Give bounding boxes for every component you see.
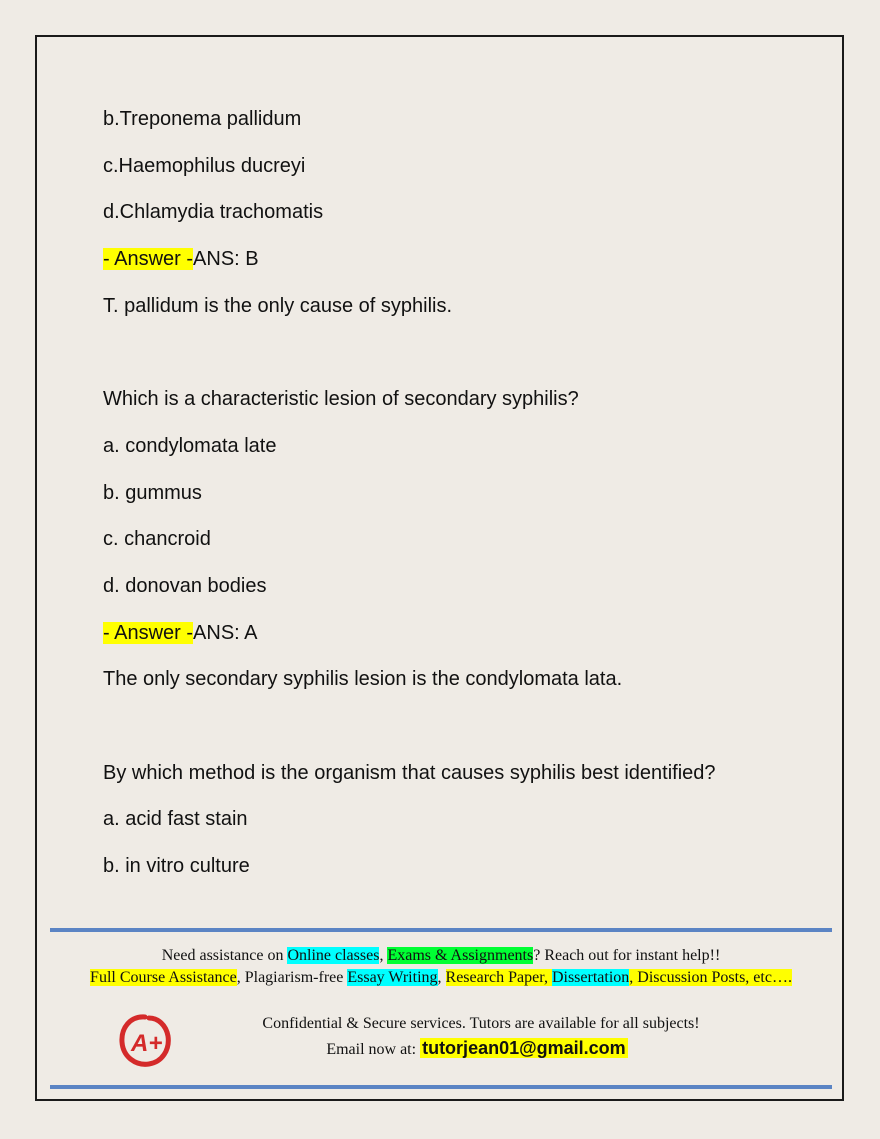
q1-option-d: d.Chlamydia trachomatis xyxy=(103,201,324,223)
footer-text: , Plagiarism-free xyxy=(236,969,348,986)
page-border xyxy=(35,35,844,1101)
email-link[interactable]: tutorjean01@gmail.com xyxy=(422,1038,626,1058)
logo-text: A+ xyxy=(131,1030,163,1057)
online-classes-highlight: Online classes xyxy=(287,947,380,964)
answer-value: ANS: B xyxy=(193,248,259,270)
q2-stem: Which is a characteristic lesion of secondary syphilis? xyxy=(103,388,579,410)
footer-line-1 xyxy=(50,945,832,967)
full-course-highlight: Full Course Assistance xyxy=(90,969,237,986)
q1-rationale: T. pallidum is the only cause of syphilis. xyxy=(103,295,453,317)
footer-line-3: Confidential & Secure services. Tutors are available for all subjects! xyxy=(262,1015,700,1032)
footer-text: , xyxy=(379,947,388,964)
q1-answer xyxy=(103,246,259,272)
q3-stem: By which method is the organism that causes syphilis best identified? xyxy=(103,762,716,784)
q2-rationale: The only secondary syphilis lesion is the condylomata lata. xyxy=(103,668,623,690)
q2-option-d: d. donovan bodies xyxy=(103,575,267,597)
essay-writing-highlight: Essay Writing xyxy=(347,969,438,986)
footer-line-2 xyxy=(50,967,832,989)
q3-option-a: a. acid fast stain xyxy=(103,808,248,830)
dissertation-highlight: Dissertation xyxy=(551,969,630,986)
footer-text: ? Reach out for instant help!! xyxy=(533,947,721,964)
q1-option-c: c.Haemophilus ducreyi xyxy=(103,155,306,177)
footer-rule-bottom xyxy=(50,1085,832,1089)
research-paper-highlight: Research Paper, xyxy=(445,969,552,986)
answer-value: ANS: A xyxy=(193,622,258,644)
q3-option-b: b. in vitro culture xyxy=(103,855,250,877)
email-label: Email now at: xyxy=(326,1041,421,1058)
discussion-posts-highlight: , Discussion Posts, etc…. xyxy=(629,969,792,986)
answer-label: - Answer - xyxy=(103,622,194,644)
q2-option-c: c. chancroid xyxy=(103,528,211,550)
exams-assignments-highlight: Exams & Assignments xyxy=(387,947,534,964)
footer-rule-top xyxy=(50,928,832,932)
q2-answer xyxy=(103,620,258,646)
footer-email-line xyxy=(86,1037,868,1061)
q2-option-a: a. condylomata late xyxy=(103,435,277,457)
footer-text: Need assistance on xyxy=(161,947,288,964)
q1-option-b: b.Treponema pallidum xyxy=(103,108,302,130)
q2-option-b: b. gummus xyxy=(103,482,202,504)
footer-text: , xyxy=(437,969,446,986)
answer-label: - Answer - xyxy=(103,248,194,270)
